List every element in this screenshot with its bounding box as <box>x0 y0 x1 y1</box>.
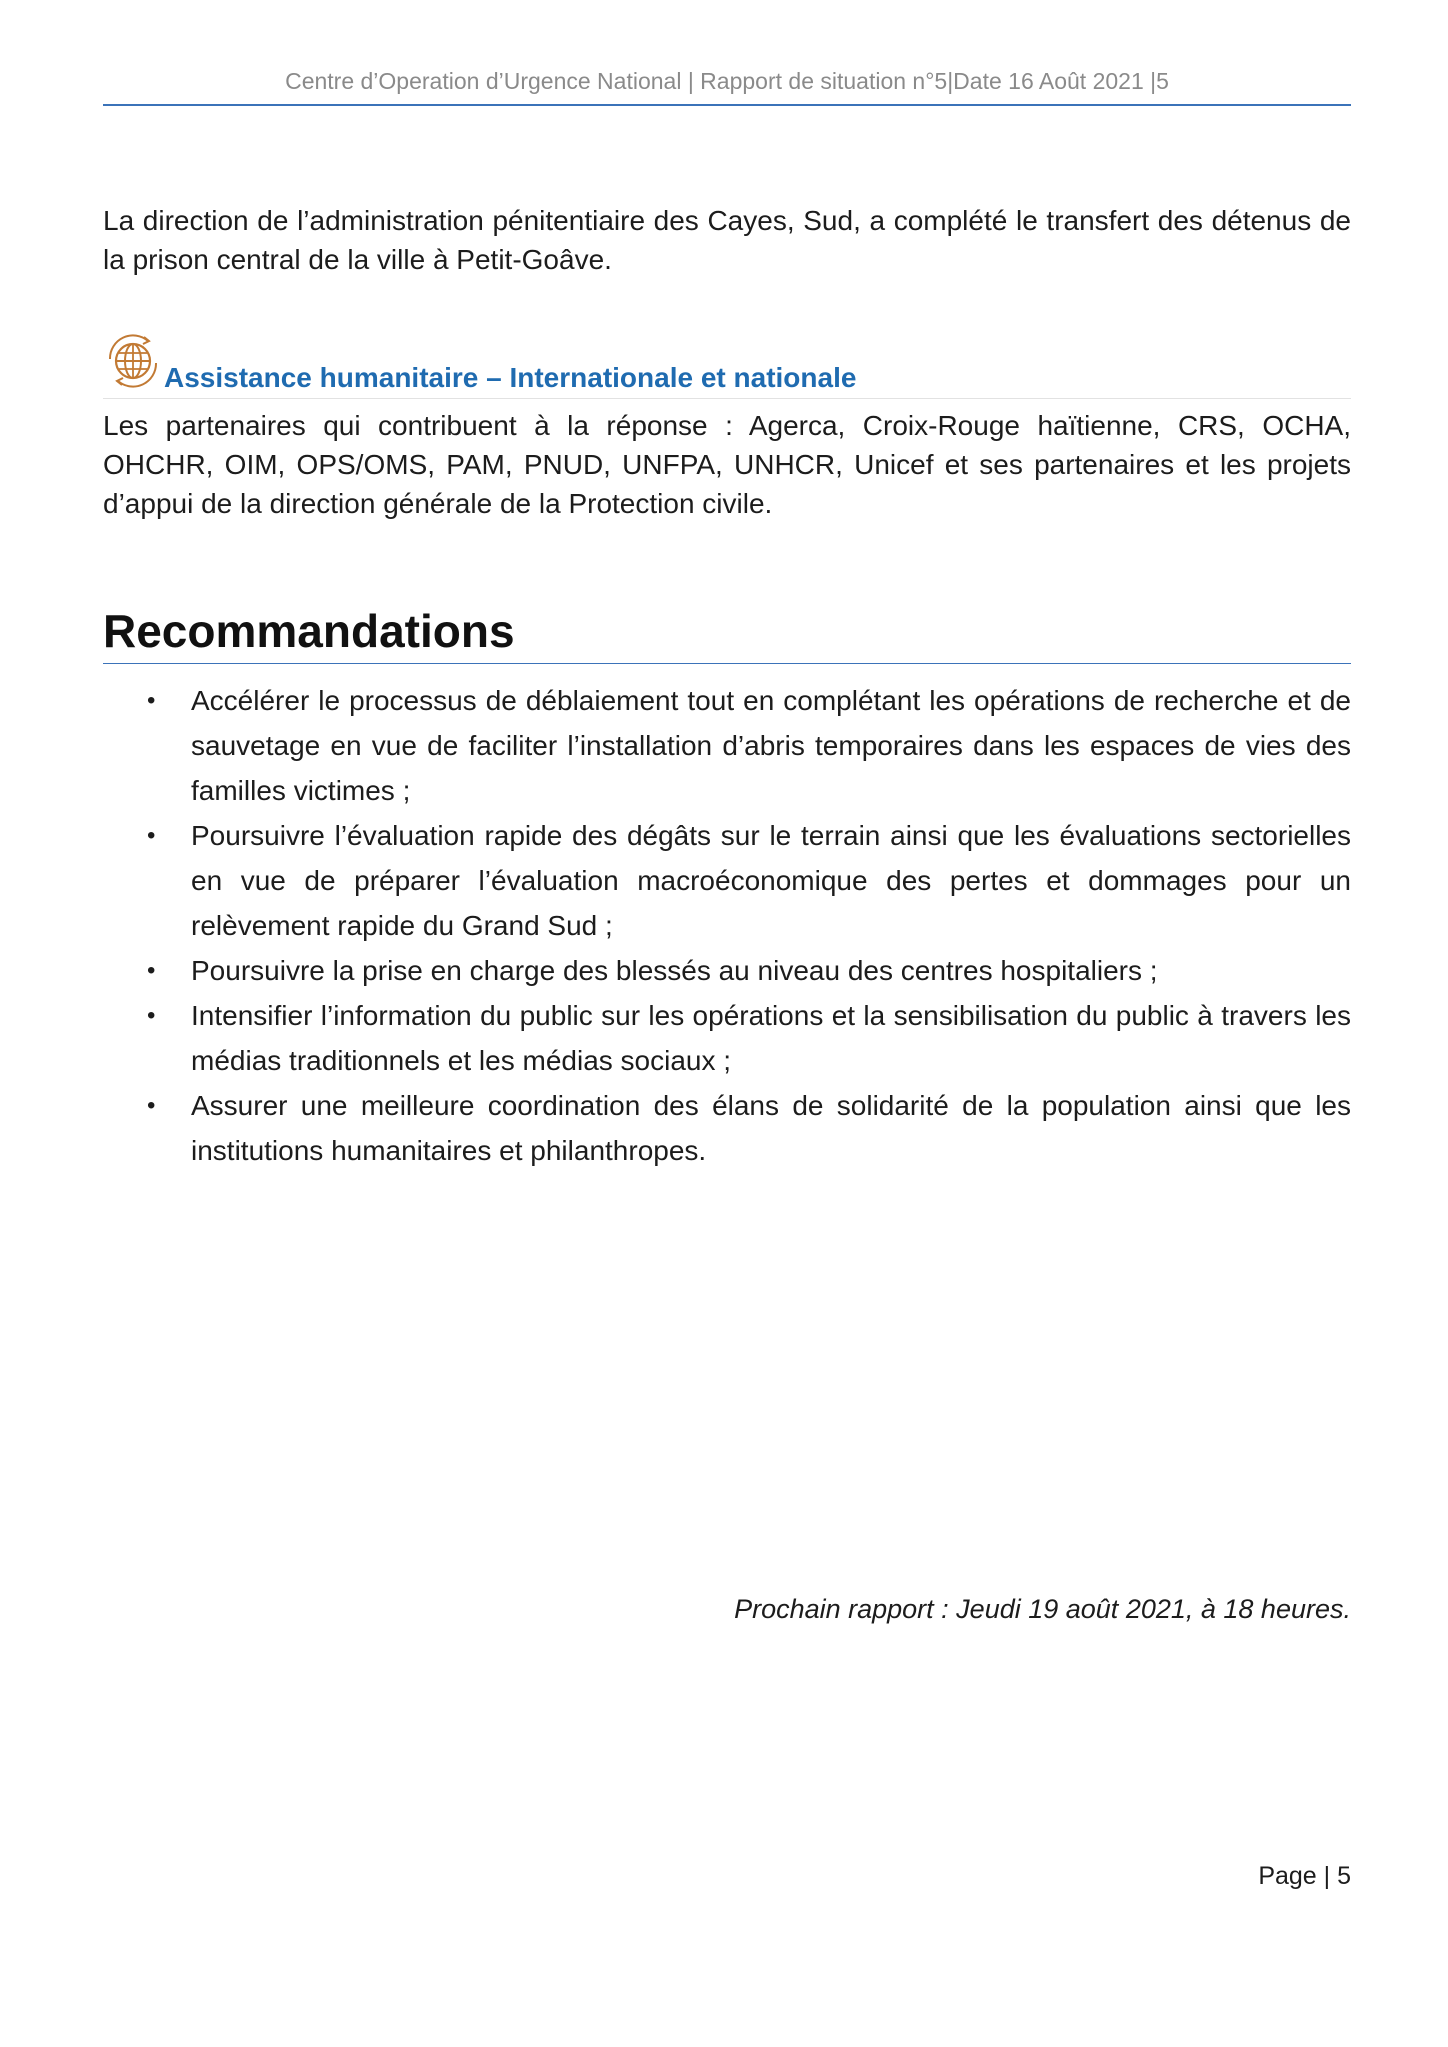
bullet: • <box>147 1002 156 1029</box>
list-item <box>103 678 1351 813</box>
list-item-text: Poursuivre la prise en charge des blessés au niveau des centres hospitaliers ; <box>191 955 1158 986</box>
bullet: • <box>147 957 156 984</box>
list-item <box>103 993 1351 1083</box>
bullet: • <box>147 687 156 714</box>
intro-paragraph: La direction de l’administration pénitentiaire des Cayes, Sud, a complété le transfert des détenus de la prison central de la ville à Petit-Goâve. <box>103 205 1351 275</box>
list-item-text: Intensifier l’information du public sur les opérations et la sensibilisation du public à travers les médias traditionnels et les médias sociaux ; <box>191 1000 1351 1076</box>
bullet: • <box>147 1092 156 1119</box>
recommendations-heading: Recommandations <box>103 605 515 657</box>
bullet: • <box>147 822 156 849</box>
globe-icon <box>104 332 162 390</box>
recommendations-list <box>103 678 1351 1173</box>
list-item-text: Poursuivre l’évaluation rapide des dégâts sur le terrain ainsi que les évaluations sectorielles en vue de préparer l’évaluation macroéconomique des pertes et dommages pour un relèvement rapide du Grand Sud ; <box>191 820 1351 941</box>
section-heading: Assistance humanitaire – Internationale et nationale <box>164 362 857 393</box>
recommendations-rule <box>103 663 1351 664</box>
list-item <box>103 948 1351 993</box>
list-item <box>103 813 1351 948</box>
list-item-text: Assurer une meilleure coordination des élans de solidarité de la population ainsi que les institutions humanitaires et philanthropes. <box>191 1090 1351 1166</box>
page-number: Page | 5 <box>1258 1862 1351 1890</box>
header-rule <box>103 104 1351 106</box>
partners-paragraph: Les partenaires qui contribuent à la réponse : Agerca, Croix-Rouge haïtienne, CRS, OCHA, OHCHR, OIM, OPS/OMS, PAM, PNUD, UNFPA, UNHCR, Unicef et ses partenaires et les projets d’appui de la direction générale de la Protection civile. <box>103 410 1351 519</box>
page-header: Centre d’Operation d’Urgence National | Rapport de situation n°5|Date 16 Août 2021 |5 <box>285 68 1169 94</box>
next-report-note: Prochain rapport : Jeudi 19 août 2021, à 18 heures. <box>734 1594 1351 1624</box>
list-item <box>103 1083 1351 1173</box>
section-rule <box>103 398 1351 399</box>
list-item-text: Accélérer le processus de déblaiement tout en complétant les opérations de recherche et de sauvetage en vue de faciliter l’installation d’abris temporaires dans les espaces de vies des familles victimes ; <box>191 685 1351 806</box>
